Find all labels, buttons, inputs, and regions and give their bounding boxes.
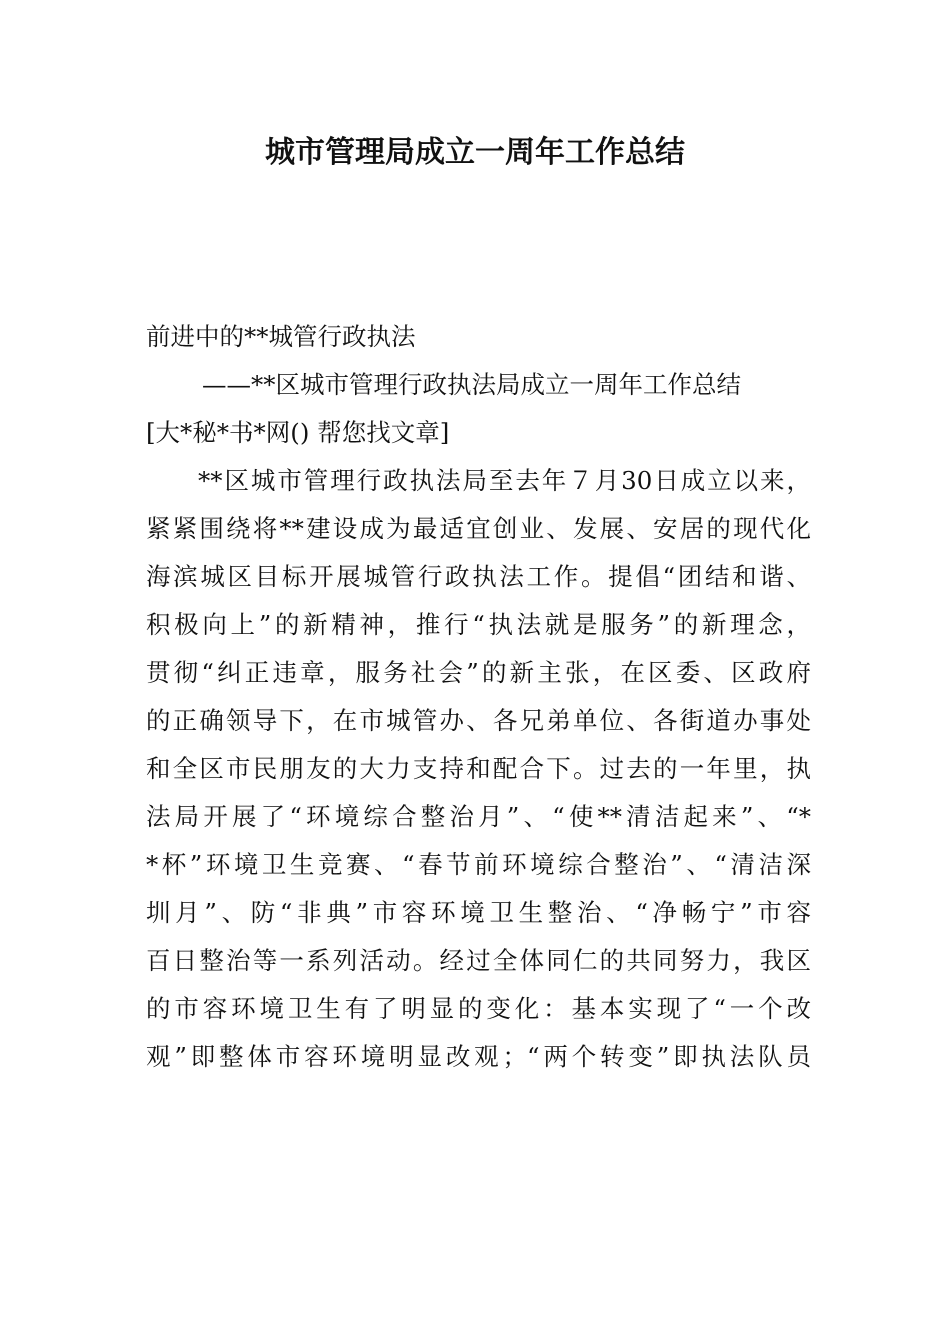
subheading-line: ——**区城市管理行政执法局成立一周年工作总结: [202, 370, 741, 399]
paragraph-line: **区城市管理行政执法局至去年７月30日成立以来，: [198, 466, 811, 495]
source-note: [大*秘*书*网() 帮您找文章]: [146, 418, 450, 447]
paragraph-line: 的市容环境卫生有了明显的变化：基本实现了“一个改: [146, 994, 811, 1023]
paragraph-line: 法局开展了“环境综合整治月”、“使**清洁起来”、“*: [146, 802, 811, 831]
paragraph-line: 积极向上”的新精神，推行“执法就是服务”的新理念，: [146, 610, 811, 639]
heading-line: 前进中的**城管行政执法: [146, 322, 416, 351]
paragraph-line: 贯彻“纠正违章，服务社会”的新主张，在区委、区政府: [146, 658, 811, 687]
paragraph-line: 圳月”、防“非典”市容环境卫生整治、“净畅宁”市容: [146, 898, 811, 927]
paragraph-line: 和全区市民朋友的大力支持和配合下。过去的一年里，执: [146, 754, 811, 783]
paragraph-line: 百日整治等一系列活动。经过全体同仁的共同努力，我区: [146, 946, 811, 975]
paragraph-line: 海滨城区目标开展城管行政执法工作。提倡“团结和谐、: [146, 562, 811, 591]
paragraph-line: 紧紧围绕将**建设成为最适宜创业、发展、安居的现代化: [146, 514, 811, 543]
paragraph-line: 观”即整体市容环境明显改观；“两个转变”即执法队员: [146, 1042, 811, 1071]
paragraph-line: *杯”环境卫生竞赛、“春节前环境综合整治”、“清洁深: [146, 850, 811, 879]
document-title: 城市管理局成立一周年工作总结: [265, 135, 685, 170]
document-body: [146, 313, 811, 1081]
paragraph-line: 的正确领导下，在市城管办、各兄弟单位、各街道办事处: [146, 706, 811, 735]
